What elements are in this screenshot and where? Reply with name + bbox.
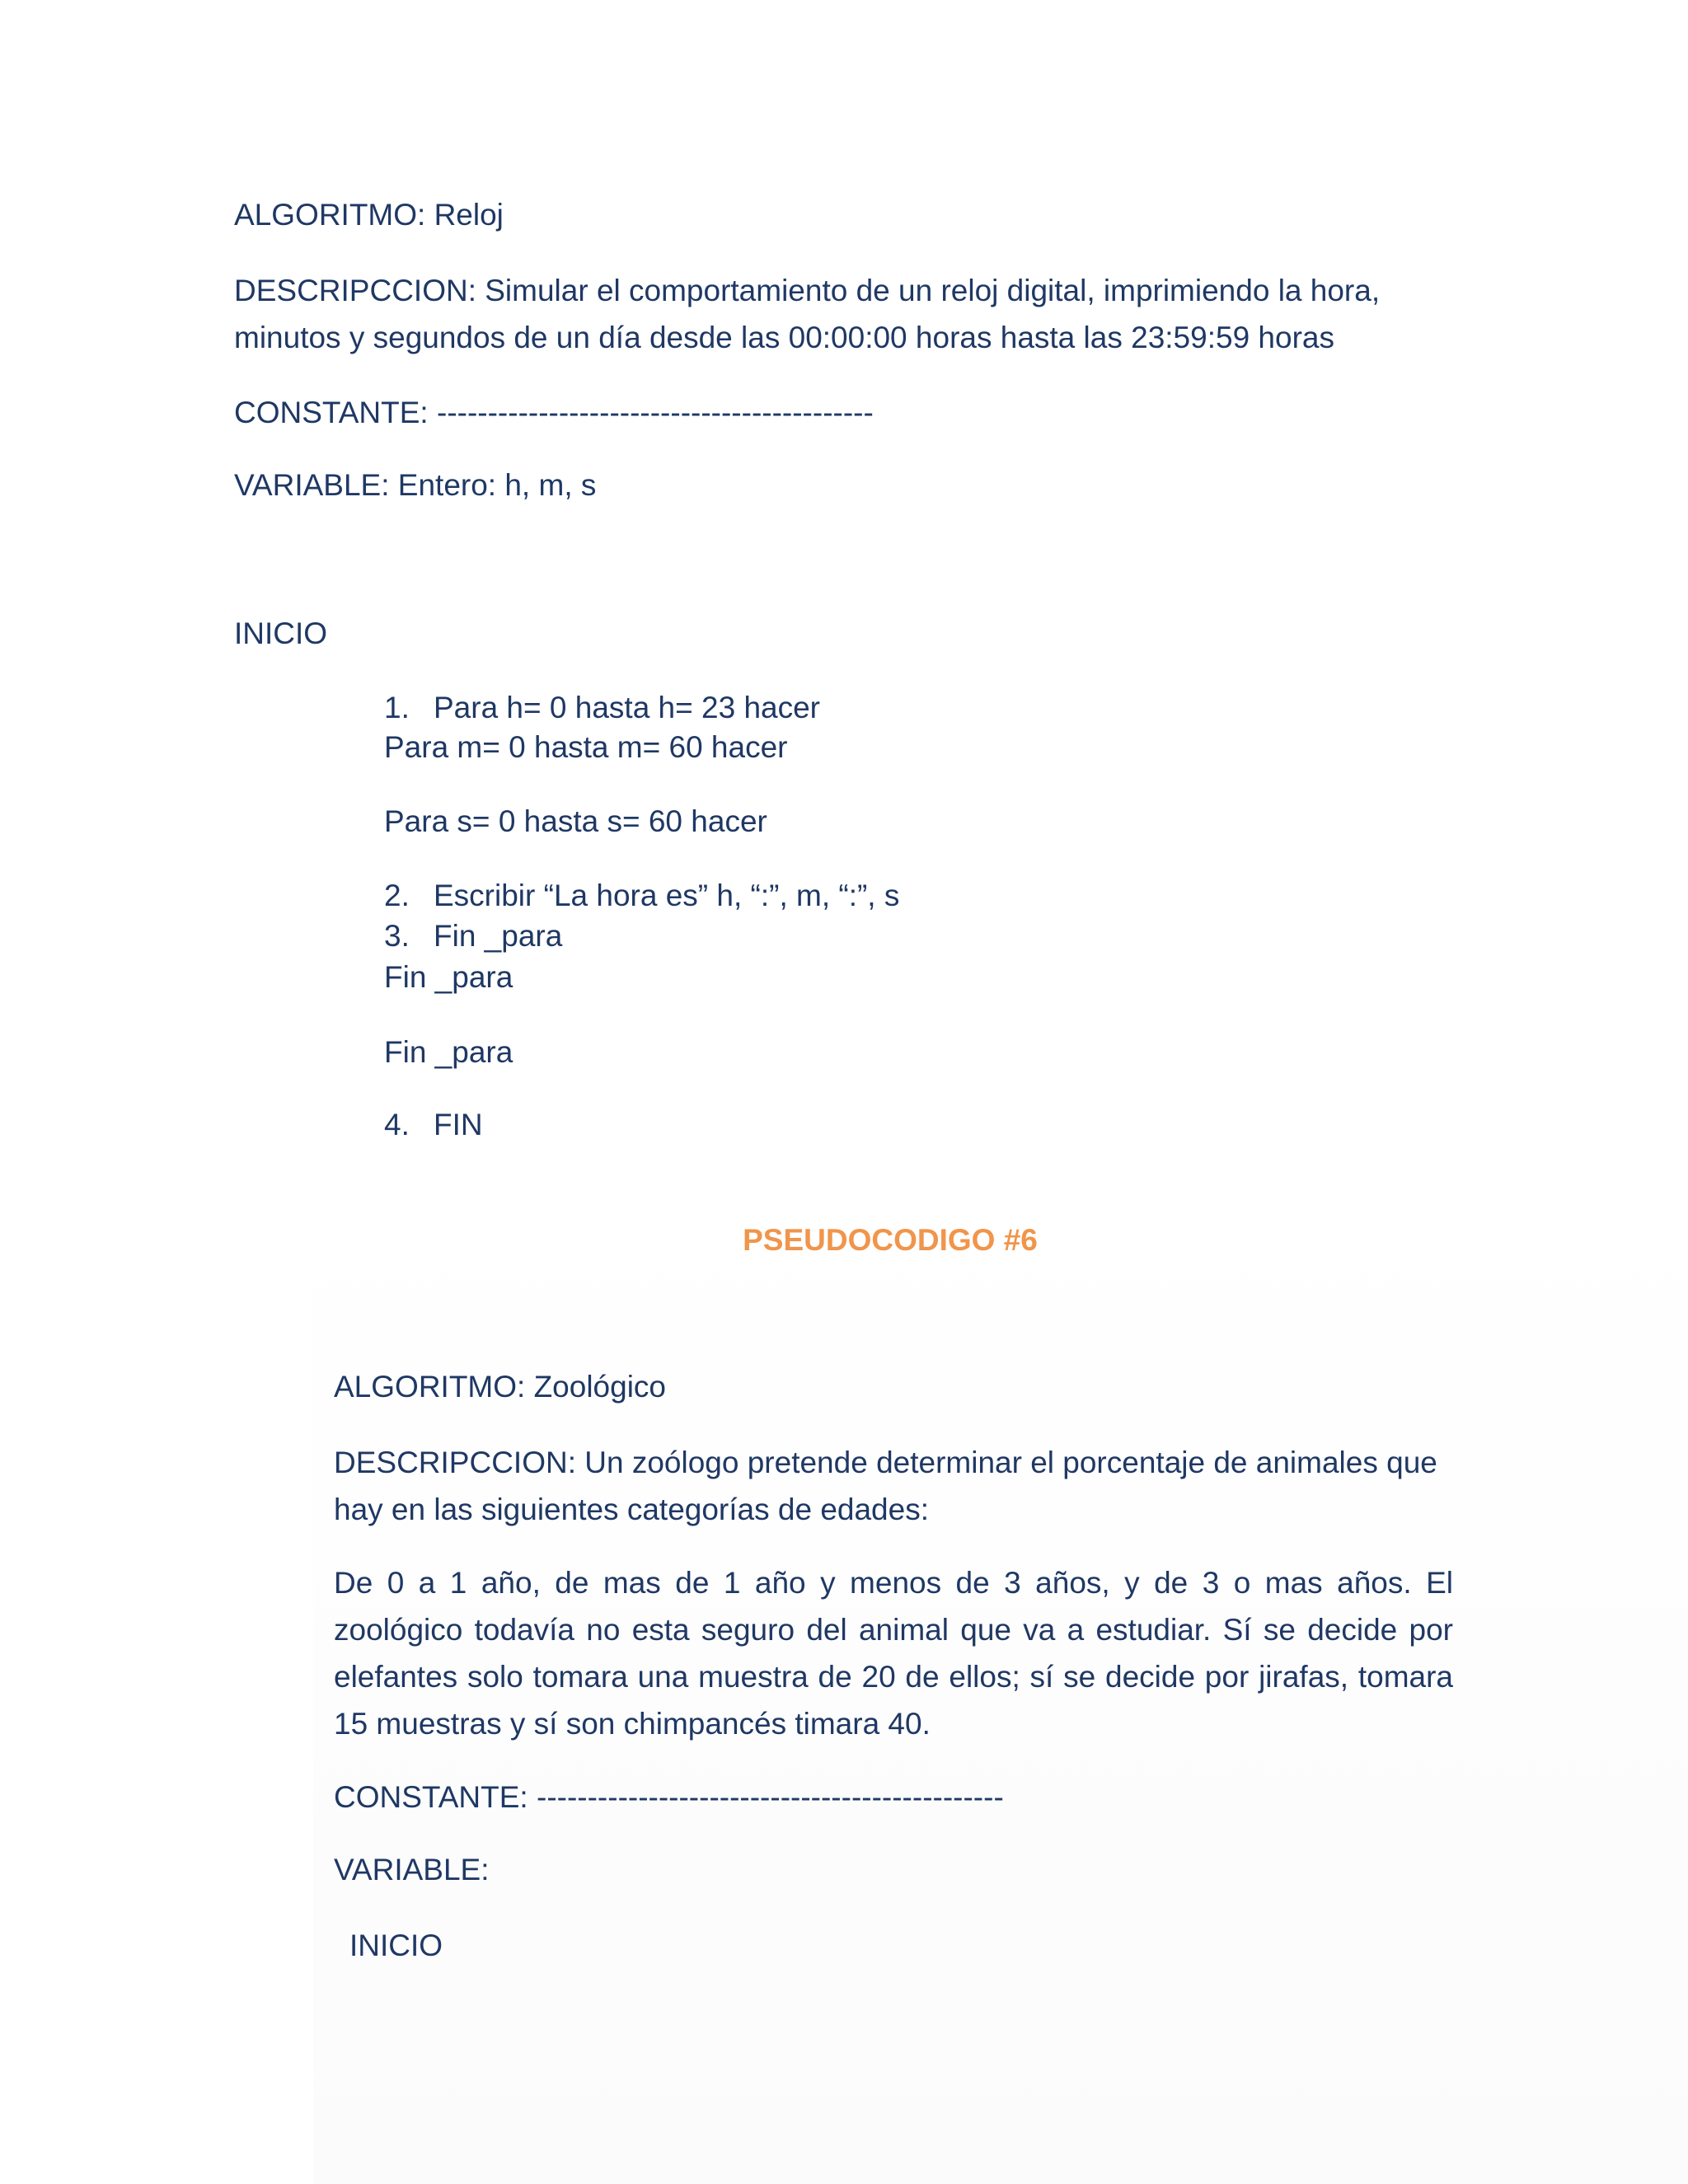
- step-3-text: Fin _para: [434, 919, 563, 953]
- step-1-text: Para h= 0 hasta h= 23 hacer: [434, 691, 821, 724]
- section-heading: PSEUDOCODIGO #6: [743, 1223, 1038, 1257]
- para-s-line: Para s= 0 hasta s= 60 hacer: [384, 804, 767, 838]
- para-m-line: Para m= 0 hasta m= 60 hacer: [384, 730, 788, 764]
- step-1-number: 1.: [384, 691, 410, 724]
- fin-para-line-2: Fin _para: [384, 1035, 513, 1069]
- constante-zoologico: CONSTANTE: ----------------------------------------------: [334, 1780, 1004, 1814]
- constante-reloj: CONSTANTE: -------------------------------------------: [234, 396, 874, 429]
- inicio-zoologico: INICIO: [349, 1929, 443, 1962]
- algoritmo-reloj: ALGORITMO: Reloj: [234, 198, 504, 232]
- step-2-text: Escribir “La hora es” h, “:”, m, “:”, s: [434, 879, 900, 912]
- fin-para-line-1: Fin _para: [384, 960, 513, 994]
- descripcion-reloj: DESCRIPCCION: Simular el comportamiento de un reloj digital, imprimiendo la hora, minutos y segundos de un día desde las 00:00:00 horas hasta las 23:59:59 horas: [234, 274, 1381, 354]
- step-4: [384, 1101, 483, 1148]
- descripcion-zoologico: DESCRIPCCION: Un zoólogo pretende determinar el porcentaje de animales que hay en las siguientes categorías de edades:: [334, 1446, 1437, 1526]
- inicio-reloj: INICIO: [234, 616, 328, 650]
- step-4-text: FIN: [434, 1108, 483, 1141]
- detalle-zoologico: De 0 a 1 año, de mas de 1 año y menos de 3 años, y de 3 o mas años. El zoológico todavía no esta seguro del animal que va a estudiar. Sí se decide por elefantes solo tomara una muestra de 20 de ellos; sí se decide por jirafas, tomara 15 muestras y sí son chimpancés timara 40.: [334, 1566, 1453, 1741]
- step-3-number: 3.: [384, 919, 410, 953]
- step-4-number: 4.: [384, 1108, 410, 1141]
- step-3: [384, 912, 562, 959]
- algoritmo-zoologico: ALGORITMO: Zoológico: [334, 1370, 667, 1404]
- step-2-number: 2.: [384, 879, 410, 912]
- variable-zoologico: VARIABLE:: [334, 1853, 490, 1886]
- variable-reloj: VARIABLE: Entero: h, m, s: [234, 468, 597, 502]
